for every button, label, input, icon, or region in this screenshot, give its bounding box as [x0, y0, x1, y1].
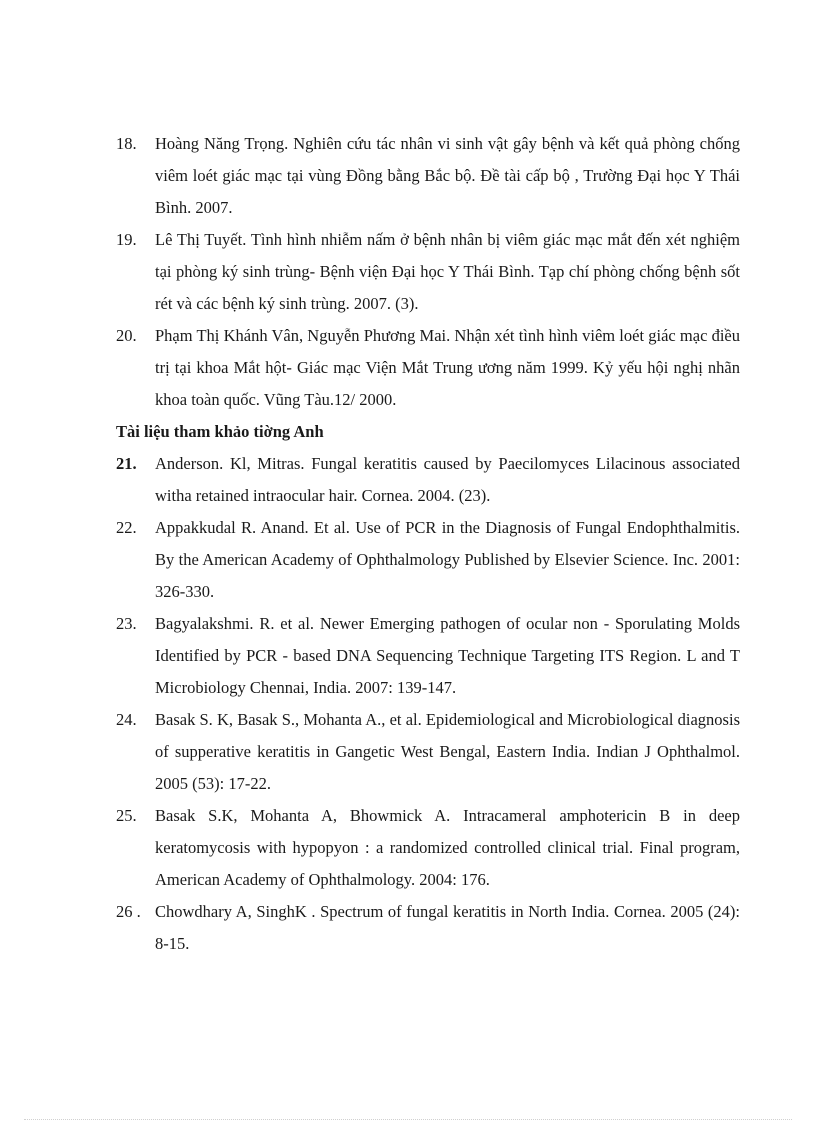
reference-text: Lê Thị Tuyết. Tình hình nhiễm nấm ở bệnh nhân bị viêm giác mạc mắt đến xét nghiệm tại phòng ký sinh trùng- Bệnh viện Đại học Y Thái Bình. Tạp chí phòng chống bệnh sốt rét và các bệnh ký sinh trùng. 2007. (3). — [155, 230, 740, 313]
reference-item — [116, 608, 740, 704]
reference-item — [116, 512, 740, 608]
reference-item — [116, 224, 740, 320]
reference-text: Basak S. K, Basak S., Mohanta A., et al. Epidemiological and Microbiological diagnosis of supperative keratitis in Gangetic West Bengal, Eastern India. Indian J Ophthalmol. 2005 (53): 17-22. — [155, 710, 740, 793]
reference-number: 23. — [116, 614, 137, 633]
reference-text: Basak S.K, Mohanta A, Bhowmick A. Intracameral amphotericin B in deep keratomycosis with hypopyon : a randomized controlled clinical trial. Final program, American Academy of Ophthalmology. 2004: 176. — [155, 806, 740, 889]
reference-text: Appakkudal R. Anand. Et al. Use of PCR in the Diagnosis of Fungal Endophthalmitis. By the American Academy of Ophthalmology Published by Elsevier Science. Inc. 2001: 326-330. — [155, 518, 740, 601]
section-heading: Tài liệu tham khảo tiờng Anh — [116, 422, 324, 441]
reference-number: 19. — [116, 230, 137, 249]
reference-item — [116, 448, 740, 512]
reference-text: Anderson. Kl, Mitras. Fungal keratitis caused by Paecilomyces Lilacinous associated witha retained intraocular hair. Cornea. 2004. (23). — [155, 454, 740, 505]
reference-number: 24. — [116, 710, 137, 729]
reference-number: 21. — [116, 454, 137, 473]
reference-number: 22. — [116, 518, 137, 537]
reference-number: 26 . — [116, 902, 141, 921]
reference-text: Bagyalakshmi. R. et al. Newer Emerging pathogen of ocular non - Sporulating Molds Identified by PCR - based DNA Sequencing Technique Targeting ITS Region. L and T Microbiology Chennai, India. 2007: 139-147. — [155, 614, 740, 697]
reference-item — [116, 704, 740, 800]
reference-item — [116, 800, 740, 896]
reference-item — [116, 896, 740, 960]
reference-list — [116, 128, 740, 960]
reference-number: 18. — [116, 134, 137, 153]
reference-number: 25. — [116, 806, 137, 825]
reference-text: Hoàng Năng Trọng. Nghiên cứu tác nhân vi sinh vật gây bệnh và kết quả phòng chống viêm loét giác mạc tại vùng Đồng bằng Bắc bộ. Đề tài cấp bộ , Trường Đại học Y Thái Bình. 2007. — [155, 134, 740, 217]
reference-item — [116, 128, 740, 224]
reference-number: 20. — [116, 326, 137, 345]
reference-item — [116, 320, 740, 416]
page-bottom-divider — [24, 1119, 792, 1120]
reference-text: Phạm Thị Khánh Vân, Nguyễn Phương Mai. Nhận xét tình hình viêm loét giác mạc điều trị tại khoa Mắt hột- Giác mạc Viện Mắt Trung ương năm 1999. Kỷ yếu hội nghị nhãn khoa toàn quốc. Vũng Tàu.12/ 2000. — [155, 326, 740, 409]
reference-text: Chowdhary A, SinghK . Spectrum of fungal keratitis in North India. Cornea. 2005 (24): 8-15. — [155, 902, 740, 953]
